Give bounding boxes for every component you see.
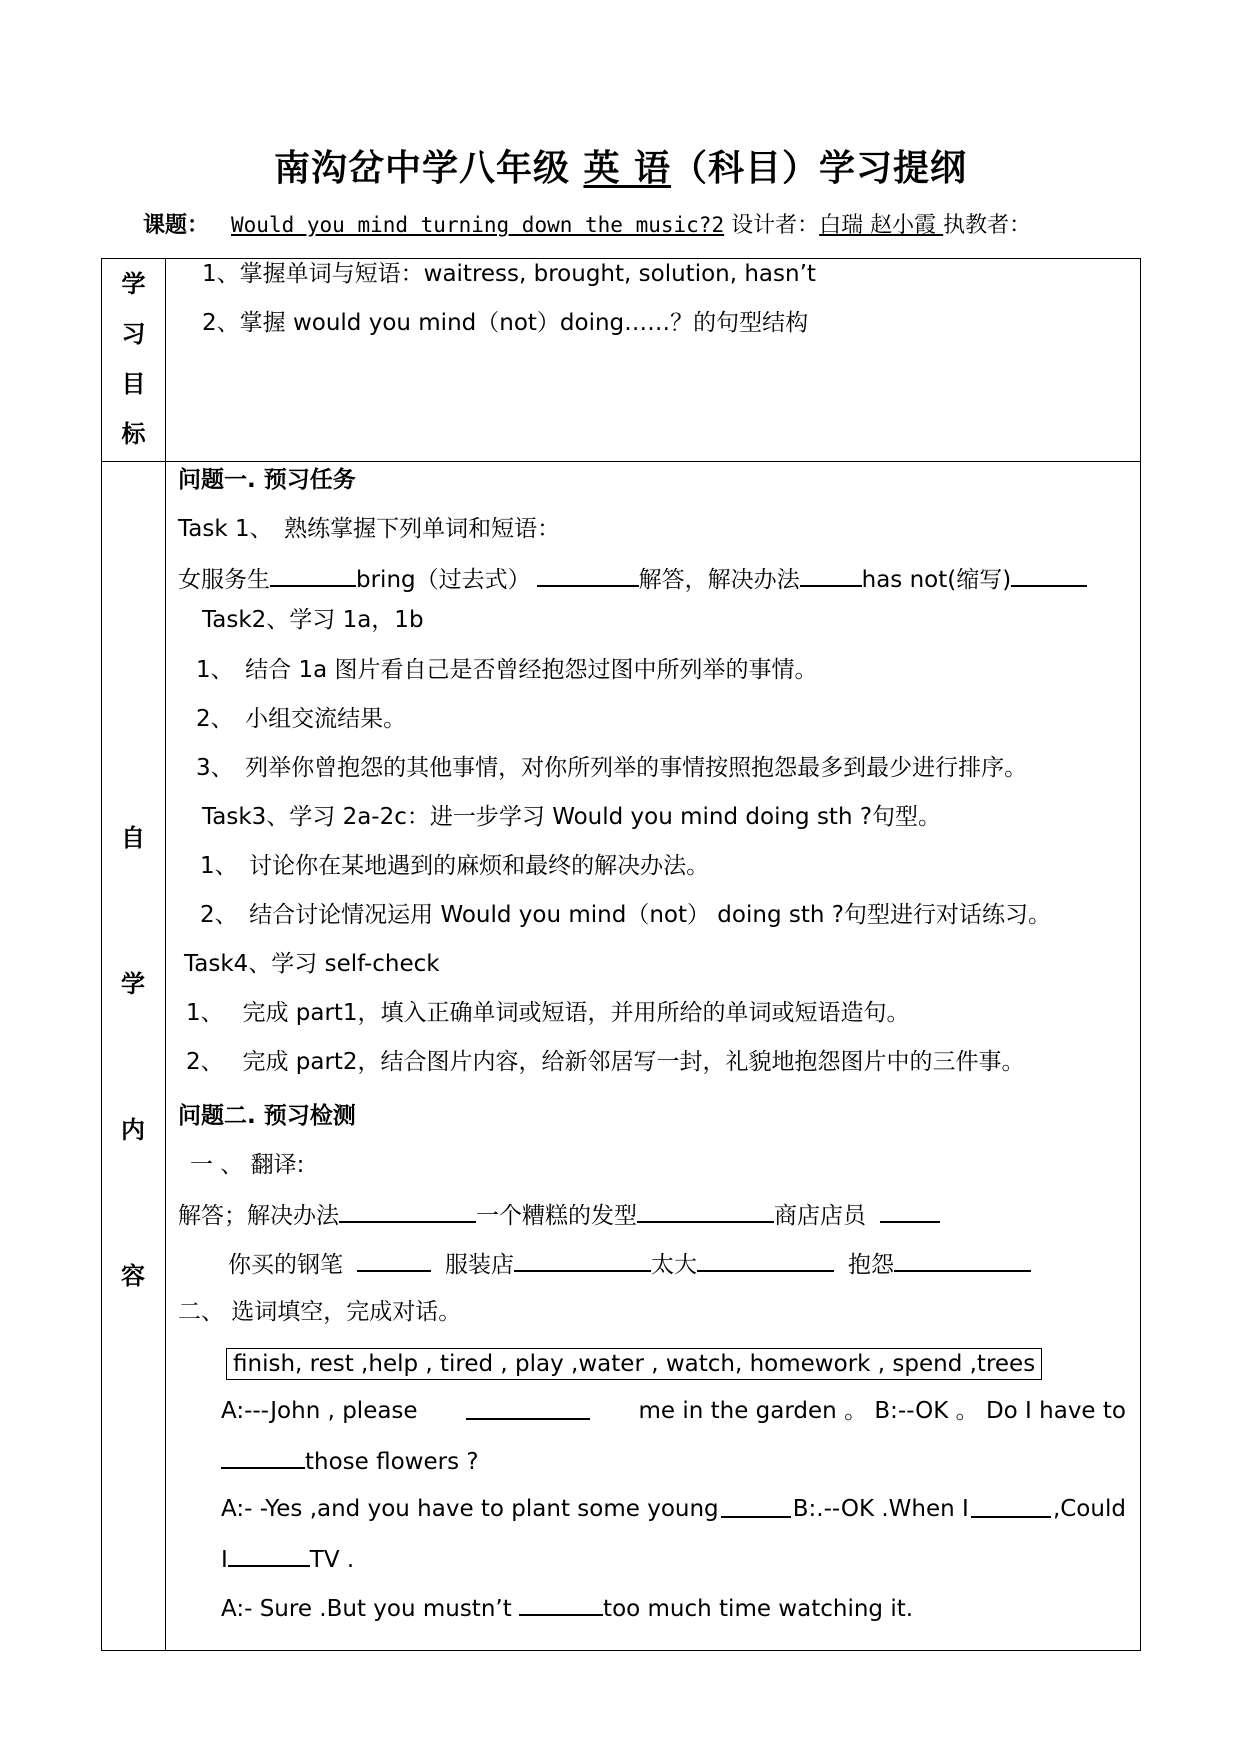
task3-item: 2、 结合讨论情况运用 Would you mind（not） doing sth ?句型进行对话练习。	[200, 902, 1051, 928]
task2-title: Task2、学习 1a，1b	[202, 607, 424, 633]
answer-blank[interactable]	[697, 1248, 834, 1272]
answer-blank[interactable]	[519, 1592, 603, 1616]
dialog-text: those flowers ?	[305, 1449, 479, 1475]
teacher-label: 执教者：	[943, 213, 1032, 238]
section-fill: 二、 选词填空，完成对话。	[178, 1299, 462, 1325]
side-char: 学	[121, 970, 145, 998]
translate-prompt: 服装店	[445, 1252, 514, 1278]
task4-title: Task4、学习 self-check	[184, 951, 440, 977]
task4-item: 2、 完成 part2，结合图片内容，给新邻居写一封，礼貌地抱怨图片中的三件事。	[186, 1049, 1025, 1075]
dialog-text: too much time watching it.	[603, 1596, 914, 1622]
dialog-text: A:- -Yes ,and you have to plant some young	[221, 1496, 719, 1522]
dialog-line-2	[221, 1445, 479, 1477]
answer-blank[interactable]	[880, 1199, 940, 1223]
dialog-text: I	[221, 1547, 228, 1573]
side-char: 自	[121, 824, 145, 852]
title-prefix: 南沟岔中学八年级	[273, 148, 584, 189]
task1-title: Task 1、 熟练掌握下列单词和短语：	[178, 516, 561, 542]
goal-item: 1、掌握单词与短语：waitress, brought, solution, hasn’t	[202, 261, 816, 287]
dialog-text: A:- Sure .But you mustn’t	[221, 1596, 512, 1622]
side-char: 学	[121, 270, 146, 298]
answer-blank[interactable]	[514, 1248, 651, 1272]
topic-label: 课题：	[143, 213, 210, 238]
dialog-line-5	[221, 1592, 913, 1624]
goal-item: 2、掌握 would you mind（not）doing……？的句型结构	[202, 310, 809, 336]
vocab-prompt: 女服务生	[178, 567, 270, 593]
vocab-prompt: has not(缩写)	[861, 567, 1012, 593]
dialog-text: ,Could	[1052, 1496, 1126, 1522]
task4-item: 1、 完成 part1，填入正确单词或短语，并用所给的单词或短语造句。	[186, 1000, 910, 1026]
answer-blank[interactable]	[800, 563, 862, 587]
answer-blank[interactable]	[270, 563, 356, 587]
answer-blank[interactable]	[357, 1248, 431, 1272]
designer-names: 白瑞 赵小霞	[819, 213, 944, 238]
dialog-text: me in the garden 。 B:--OK 。 Do I have to	[638, 1398, 1126, 1424]
vocab-prompt: 解答，解决办法	[638, 567, 800, 593]
answer-blank[interactable]	[721, 1494, 791, 1518]
task2-item: 3、 列举你曾抱怨的其他事情，对你所列举的事情按照抱怨最多到最少进行排序。	[196, 755, 1028, 781]
dialog-text: TV .	[309, 1547, 355, 1573]
answer-blank[interactable]	[339, 1199, 476, 1223]
translate-prompt: 抱怨	[848, 1252, 894, 1278]
title-suffix: （科目）学习提纲	[671, 148, 968, 189]
answer-blank[interactable]	[228, 1543, 310, 1567]
translate-prompt: 一个糟糕的发型	[476, 1203, 637, 1229]
q1-title: 问题一. 预习任务	[178, 467, 356, 493]
title-subject: 英 语	[583, 148, 672, 189]
translate-prompt: 你买的钢笔	[228, 1252, 343, 1278]
task2-item: 1、 结合 1a 图片看自己是否曾经抱怨过图中所列举的事情。	[196, 657, 818, 683]
answer-blank[interactable]	[466, 1396, 590, 1420]
answer-blank[interactable]	[537, 563, 639, 587]
dialog-line-3	[221, 1494, 1126, 1524]
designer-label: 设计者：	[731, 213, 820, 238]
side-char: 容	[121, 1262, 145, 1290]
word-bank-box: finish, rest ,help , tired , play ,water , watch, homework , spend ,trees	[226, 1348, 1042, 1380]
answer-blank[interactable]	[637, 1199, 774, 1223]
task3-title: Task3、学习 2a-2c：进一步学习 Would you mind doing sth ?句型。	[202, 804, 942, 830]
answer-blank[interactable]	[221, 1445, 305, 1469]
subtitle-line	[143, 208, 1031, 239]
answer-blank[interactable]	[1011, 563, 1087, 587]
translate-prompt: 解答；解决办法	[178, 1203, 339, 1229]
dialog-line-4	[221, 1543, 354, 1575]
answer-blank[interactable]	[894, 1248, 1031, 1272]
side-char: 标	[121, 420, 146, 448]
translate-row	[228, 1248, 1031, 1280]
dialog-text: A:---John , please	[221, 1398, 418, 1424]
dialog-line-1	[221, 1396, 1126, 1426]
translate-row	[178, 1199, 940, 1231]
side-char: 内	[121, 1116, 145, 1144]
task1-vocab-line	[178, 563, 1087, 595]
page-title	[0, 140, 1241, 191]
side-char: 目	[121, 370, 146, 398]
dialog-text: B:.--OK .When I	[792, 1496, 969, 1522]
content-side-label	[102, 462, 166, 1651]
vocab-prompt: bring（过去式）	[356, 567, 531, 593]
task2-item: 2、 小组交流结果。	[196, 706, 407, 732]
translate-prompt: 商店店员	[774, 1203, 866, 1229]
answer-blank[interactable]	[971, 1494, 1051, 1518]
task3-item: 1、 讨论你在某地遇到的麻烦和最终的解决办法。	[200, 853, 710, 879]
q2-title: 问题二. 预习检测	[178, 1103, 356, 1129]
topic-text: Would you mind turning down the music?2	[231, 213, 725, 237]
translate-prompt: 太大	[651, 1252, 697, 1278]
goal-side-label	[102, 259, 166, 462]
side-char: 习	[121, 320, 146, 348]
section-translate: 一 、 翻译:	[190, 1152, 305, 1178]
